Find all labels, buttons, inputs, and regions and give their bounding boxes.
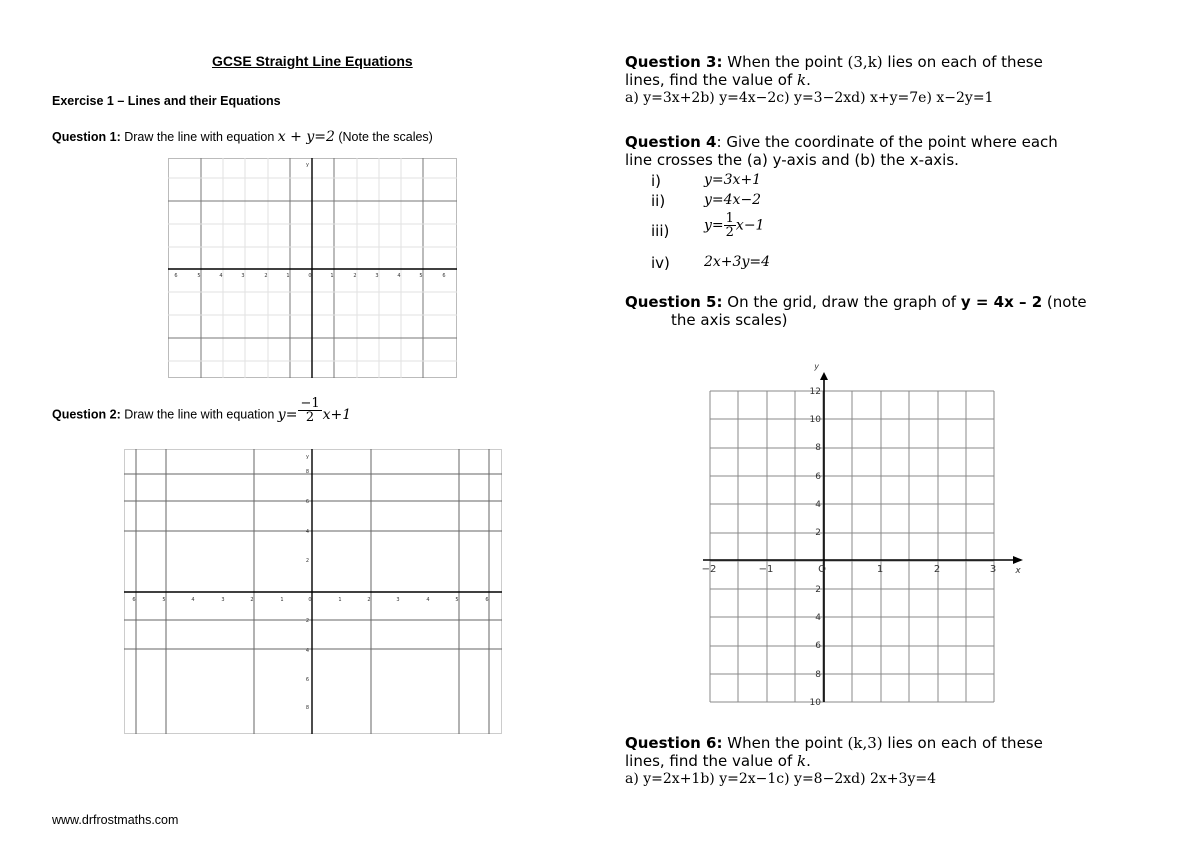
grid-1-x-tick-label: 4 — [219, 273, 223, 279]
grid-2-x-tick-label: 6 — [485, 597, 489, 603]
question-4-item-label: ii) — [651, 192, 666, 210]
grid-1-x-tick-label: 2 — [353, 273, 357, 279]
grid-2-y-tick-label: 6 — [305, 499, 309, 505]
grid-1-x-tick-label: 2 — [264, 273, 268, 279]
question-4-fraction — [724, 212, 736, 239]
question-3-point: (3,k) — [847, 53, 883, 71]
grid-2-y-tick-label: 4 — [305, 648, 309, 654]
grid-2-x-tick-label: 0 — [308, 597, 312, 603]
question-6: Question 6: When the point (k,3) lies on each of these lines, find the value of k. a) y=2x+1b) y=2x−1c) y=8−2xd) 2x+3y=4 — [625, 734, 1043, 787]
grid-3-x-tick-label: 1 — [876, 564, 884, 575]
question-4-item-label: i) — [651, 172, 662, 190]
question-2-frac-den: 2 — [305, 410, 315, 425]
grid-3-x-tick-label: −1 — [758, 564, 774, 575]
grid-1-x-tick-label: 1 — [286, 273, 290, 279]
question-5-text-b: (note — [1042, 293, 1087, 311]
question-2-label: Question 2: — [52, 407, 121, 422]
question-3-label: Question 3: — [625, 53, 723, 71]
grid-1-y-axis-label: y — [306, 162, 309, 168]
grid-2-x-tick-label: 3 — [396, 597, 400, 603]
question-4-text-a: : Give the coordinate of the point where each — [716, 133, 1058, 151]
question-4-list — [651, 172, 851, 282]
exercise-heading: Exercise 1 – Lines and their Equations — [52, 94, 281, 108]
question-4-item-eq: 2x+3y=4 — [704, 254, 770, 270]
question-3-parts: a) y=3x+2b) y=4x−2c) y=3−2xd) x+y=7e) x−2y=1 — [625, 90, 994, 106]
question-2-eq-lhs: y= — [277, 406, 298, 423]
question-4-item-eq: y=4x−2 — [704, 192, 762, 208]
question-6-var: k — [797, 752, 807, 770]
grid-question-1 — [168, 158, 458, 379]
grid-question-2 — [124, 449, 503, 735]
grid-1-x-tick-label: 6 — [442, 273, 446, 279]
question-1-label: Question 1: — [52, 130, 121, 144]
grid-3-x-tick-label: −2 — [701, 564, 717, 575]
grid-2-x-tick-label: 2 — [367, 597, 371, 603]
grid-3-x-tick-label: 2 — [933, 564, 941, 575]
question-4 — [625, 133, 1058, 169]
question-6-text-a: When the point — [722, 734, 848, 752]
question-6-parts: a) y=2x+1b) y=2x−1c) y=8−2xd) 2x+3y=4 — [625, 771, 936, 787]
grid-2-x-tick-label: 3 — [221, 597, 225, 603]
question-5-text-a: On the grid, draw the graph of — [722, 293, 961, 311]
grid-3-tick-labels — [702, 362, 1022, 708]
grid-3-y-tick-label: 12 — [809, 387, 821, 397]
grid-1-x-tick-label: 3 — [241, 273, 245, 279]
grid-2-y-tick-label: 8 — [305, 469, 309, 475]
grid-2-y-axis-label: y — [306, 454, 309, 460]
grid-2-x-tick-label: 4 — [191, 597, 195, 603]
question-4-item-eq — [704, 212, 764, 239]
question-2-text: Draw the line with equation — [120, 407, 278, 422]
question-6-point: (k,3) — [847, 734, 883, 752]
question-6-text-c: lines, find the value of — [625, 752, 798, 770]
grid-2-y-tick-label: 4 — [305, 529, 309, 535]
question-2-eq-rhs: x+1 — [322, 406, 352, 423]
grid-1-x-tick-label: 6 — [174, 273, 178, 279]
grid-2-x-tick-label: 1 — [280, 597, 284, 603]
question-4-item-label: iii) — [651, 222, 670, 240]
question-4-eq-rhs: x−1 — [735, 217, 765, 234]
grid-2-x-tick-label: 1 — [338, 597, 342, 603]
grid-3-y-arrow — [820, 372, 828, 380]
document-title: GCSE Straight Line Equations — [212, 53, 413, 69]
question-6-text-b: lies on each of these — [882, 734, 1043, 752]
grid-3-y-tick-label: 10 — [809, 698, 821, 708]
grid-1-x-tick-label: 4 — [397, 273, 401, 279]
grid-3-y-tick-label: 8 — [815, 670, 821, 680]
grid-question-5 — [700, 358, 1035, 710]
grid-1-x-tick-label: 0 — [308, 273, 312, 279]
question-2-fraction — [298, 397, 321, 424]
question-4-text-b: line crosses the (a) y-axis and (b) the x-axis. — [625, 151, 959, 169]
question-4-eq-lhs: y= — [704, 217, 724, 234]
grid-2-y-tick-label: 2 — [305, 618, 309, 624]
grid-2-x-tick-label: 5 — [162, 597, 166, 603]
question-5-label: Question 5: — [625, 293, 723, 311]
grid-3-y-tick-label: 8 — [815, 443, 821, 453]
grid-2-x-tick-label: 5 — [455, 597, 459, 603]
question-2-equation — [277, 396, 352, 425]
question-1-note: (Note the scales) — [334, 130, 433, 144]
question-4-label: Question 4 — [625, 133, 717, 151]
question-2-frac-num: −1 — [300, 396, 320, 411]
grid-3-x-tick-label: O — [818, 564, 826, 575]
question-3-text-c: lines, find the value of — [625, 71, 798, 89]
grid-3-y-tick-label: 6 — [815, 472, 821, 482]
grid-2-x-tick-label: 2 — [250, 597, 254, 603]
question-4-item-eq: y=3x+1 — [704, 172, 762, 188]
question-4-frac-num: 1 — [725, 211, 734, 226]
question-4-frac-den: 2 — [725, 225, 734, 240]
grid-3-y-tick-label: 10 — [809, 415, 821, 425]
question-3-text-a: When the point — [722, 53, 848, 71]
question-3: Question 3: When the point (3,k) lies on each of these lines, find the value of k. a) y=3x+2b) y=4x−2c) y=3−2xd) x+y=7e) x−2y=1 — [625, 53, 1043, 106]
question-3-var: k — [797, 71, 807, 89]
question-2 — [52, 396, 352, 428]
question-5-equation: y = 4x – 2 — [960, 293, 1043, 311]
grid-3-y-tick-label: 2 — [815, 585, 821, 595]
question-5-text-c: the axis scales) — [671, 311, 788, 329]
question-5 — [625, 293, 1087, 329]
question-1 — [52, 129, 433, 145]
grid-3-axes — [703, 372, 1023, 702]
question-3-text-b: lies on each of these — [882, 53, 1043, 71]
question-4-item-label: iv) — [651, 254, 670, 272]
grid-1-x-tick-label: 5 — [197, 273, 201, 279]
footer-url: www.drfrostmaths.com — [52, 813, 179, 827]
grid-2-y-tick-label: 8 — [305, 705, 309, 711]
grid-1-x-tick-label: 3 — [375, 273, 379, 279]
grid-3-y-tick-label: 2 — [815, 528, 821, 538]
grid-3-x-tick-label: 3 — [989, 564, 997, 575]
grid-2-y-tick-label: 2 — [305, 558, 309, 564]
grid-3-y-tick-label: 4 — [815, 613, 821, 623]
grid-1-x-tick-label: 1 — [330, 273, 334, 279]
question-6-label: Question 6: — [625, 734, 723, 752]
grid-3-y-tick-label: 6 — [815, 641, 821, 651]
grid-3-lines — [710, 391, 997, 702]
grid-2-x-tick-label: 6 — [132, 597, 136, 603]
grid-3-x-arrow — [1013, 556, 1023, 564]
grid-2-y-tick-label: 6 — [305, 677, 309, 683]
grid-3-y-axis-label: y — [814, 362, 819, 371]
grid-1-x-tick-label: 5 — [419, 273, 423, 279]
question-1-equation: x + y=2 — [277, 129, 335, 145]
grid-2-x-tick-label: 4 — [426, 597, 430, 603]
grid-3-y-tick-label: 4 — [815, 500, 821, 510]
grid-3-x-axis-label: x — [1015, 566, 1021, 576]
question-1-text: Draw the line with equation — [120, 130, 278, 144]
